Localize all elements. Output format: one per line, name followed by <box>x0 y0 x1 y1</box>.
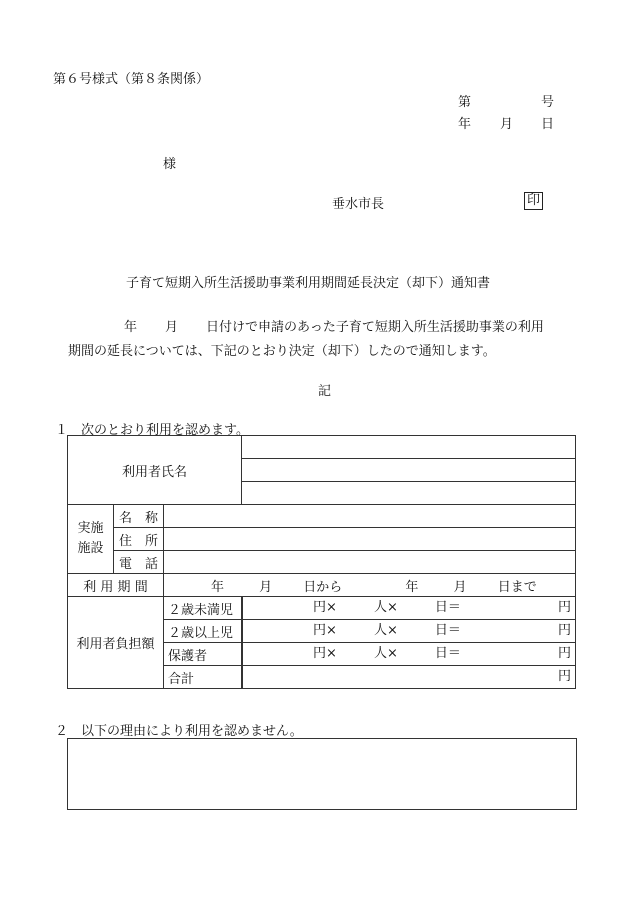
user-name-line-3[interactable] <box>242 482 576 505</box>
facility-label-1: 実施 <box>77 521 104 536</box>
fee-yen-x: 円× <box>313 600 337 615</box>
section2-heading: ２ 以下の理由により利用を認めません。 <box>55 724 303 739</box>
fee-yen: 円 <box>557 623 571 638</box>
body-line2: 期間の延長については、下記のとおり決定（却下）したので通知します。 <box>68 344 496 359</box>
fee-day-eq: 日＝ <box>434 600 461 615</box>
form-number: 第６号様式（第８条関係） <box>53 72 210 87</box>
user-name-line-1[interactable] <box>242 436 576 459</box>
period-year2: 年 <box>405 579 419 595</box>
reason-box[interactable] <box>67 738 577 810</box>
doc-number-suffix: 号 <box>541 95 555 110</box>
burden-label: 利用者負担額 <box>68 597 164 689</box>
total-field[interactable] <box>242 666 576 689</box>
fee-row-label: 保護者 <box>164 643 242 666</box>
date-year: 年 <box>458 117 472 132</box>
period-to: 日まで <box>497 579 537 595</box>
fee-person-x: 人× <box>373 600 398 615</box>
fee-person-x: 人× <box>373 623 398 638</box>
period-month2: 月 <box>453 579 467 595</box>
user-name-label: 利用者氏名 <box>68 436 242 505</box>
date-month: 月 <box>500 117 514 132</box>
facility-name-label: 名 称 <box>114 505 164 528</box>
fee-person-x: 人× <box>373 646 398 661</box>
fee-row-values[interactable] <box>242 597 576 620</box>
body-year: 年 <box>124 320 138 335</box>
period-label: 利 用 期 間 <box>68 574 164 597</box>
body-line1: 日付けで申請のあった子育て短期入所生活援助事業の利用 <box>206 320 544 335</box>
date-day: 日 <box>541 117 555 132</box>
seal-mark: 印 <box>524 192 543 210</box>
period-field[interactable] <box>164 574 576 597</box>
usage-table <box>67 435 576 689</box>
fee-day-eq: 日＝ <box>434 623 461 638</box>
body-month: 月 <box>165 320 179 335</box>
facility-name-field[interactable] <box>164 505 576 528</box>
ki-heading: 記 <box>318 384 332 399</box>
document-title: 子育て短期入所生活援助事業利用期間延長決定（却下）通知書 <box>126 276 491 291</box>
fee-row-label: ２歳未満児 <box>164 597 242 620</box>
facility-phone-field[interactable] <box>164 551 576 574</box>
section1-heading: １ 次のとおり利用を認めます。 <box>55 423 249 438</box>
period-from: 日から <box>303 579 343 595</box>
facility-label-2: 施設 <box>77 541 104 556</box>
period-month1: 月 <box>259 579 273 595</box>
fee-row-label: ２歳以上児 <box>164 620 242 643</box>
addressee-suffix: 様 <box>163 157 177 172</box>
fee-day-eq: 日＝ <box>434 646 461 661</box>
fee-yen: 円 <box>557 600 571 615</box>
period-year1: 年 <box>210 579 224 595</box>
total-label: 合計 <box>164 666 242 689</box>
fee-yen-x: 円× <box>313 623 337 638</box>
doc-number-prefix: 第 <box>458 95 472 110</box>
facility-address-field[interactable] <box>164 528 576 551</box>
fee-yen-x: 円× <box>313 646 337 661</box>
fee-row-values[interactable] <box>242 643 576 666</box>
user-name-line-2[interactable] <box>242 459 576 482</box>
facility-phone-label: 電 話 <box>114 551 164 574</box>
fee-row-values[interactable] <box>242 620 576 643</box>
facility-label <box>68 505 114 574</box>
facility-address-label: 住 所 <box>114 528 164 551</box>
fee-yen: 円 <box>557 646 571 661</box>
total-yen: 円 <box>557 669 571 684</box>
issuer-name: 垂水市長 <box>332 197 385 212</box>
